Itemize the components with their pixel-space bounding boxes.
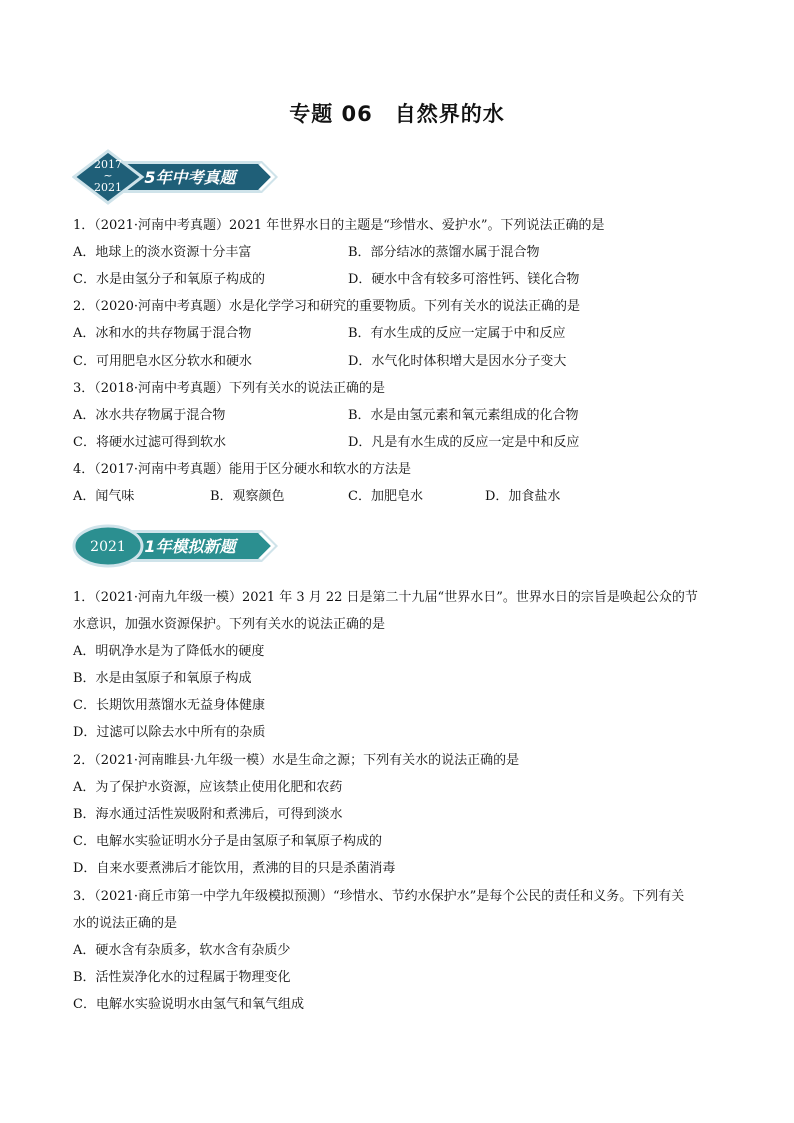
option-d: D．水气化时体积增大是因水分子变大 bbox=[348, 354, 567, 369]
question-stem: 1．（2021·河南中考真题）2021 年世界水日的主题是“珍惜水、爱护水”。下列说法正确的是 bbox=[73, 218, 605, 233]
option-c: C．电解水实验说明水由氢气和氧气组成 bbox=[73, 997, 304, 1012]
option-b: B．海水通过活性炭吸附和煮沸后，可得到淡水 bbox=[73, 807, 343, 822]
option-c: C．加肥皂水 bbox=[348, 489, 423, 504]
option-c: C．水是由氢分子和氧原子构成的 bbox=[73, 272, 265, 287]
option-b: B．观察颜色 bbox=[210, 489, 285, 504]
option-a: A．为了保护水资源，应该禁止使用化肥和农药 bbox=[73, 780, 343, 795]
option-b: B．有水生成的反应一定属于中和反应 bbox=[348, 326, 566, 341]
option-d: D．硬水中含有较多可溶性钙、镁化合物 bbox=[348, 272, 580, 287]
option-b: B．活性炭净化水的过程属于物理变化 bbox=[73, 970, 291, 985]
option-c: C．长期饮用蒸馏水无益身体健康 bbox=[73, 698, 265, 713]
option-d: D．加食盐水 bbox=[485, 489, 561, 504]
question-stem: 4．（2017·河南中考真题）能用于区分硬水和软水的方法是 bbox=[73, 462, 411, 477]
section-label: 1年模拟新题 bbox=[144, 537, 236, 556]
option-c: C．将硬水过滤可得到软水 bbox=[73, 435, 226, 450]
question-stem-line: 水意识，加强水资源保护。下列有关水的说法正确的是 bbox=[73, 617, 386, 632]
option-d: D．自来水要煮沸后才能饮用，煮沸的目的只是杀菌消毒 bbox=[73, 861, 396, 876]
page-title: 专题 06 自然界的水 bbox=[289, 102, 505, 126]
banner-graphic bbox=[72, 518, 282, 574]
question-stem: 2．（2021·河南睢县·九年级一模）水是生命之源；下列有关水的说法正确的是 bbox=[73, 753, 520, 768]
question-stem: 2．（2020·河南中考真题）水是化学学习和研究的重要物质。下列有关水的说法正确的是 bbox=[73, 299, 580, 314]
question-stem: 3．（2018·河南中考真题）下列有关水的说法正确的是 bbox=[73, 381, 385, 396]
question-stem-line: 1．（2021·河南九年级一模）2021 年 3 月 22 日是第二十九届“世界水日”。世界水日的宗旨是唤起公众的节 bbox=[73, 590, 698, 605]
section-banner-mock bbox=[72, 518, 282, 574]
option-c: C．电解水实验证明水分子是由氢原子和氧原子构成的 bbox=[73, 834, 382, 849]
badge-year-start: 2017 bbox=[94, 158, 122, 171]
option-a: A．冰和水的共存物属于混合物 bbox=[73, 326, 252, 341]
option-d: D．凡是有水生成的反应一定是中和反应 bbox=[348, 435, 580, 450]
option-a: A．明矾净水是为了降低水的硬度 bbox=[73, 644, 265, 659]
option-b: B．水是由氢原子和氧原子构成 bbox=[73, 671, 252, 686]
option-d: D．过滤可以除去水中所有的杂质 bbox=[73, 725, 266, 740]
option-a: A．硬水含有杂质多，软水含有杂质少 bbox=[73, 943, 291, 958]
option-a: A．地球上的淡水资源十分丰富 bbox=[73, 245, 252, 260]
badge-tilde: ~ bbox=[103, 169, 113, 182]
option-a: A．闻气味 bbox=[73, 489, 135, 504]
option-b: B．部分结冰的蒸馏水属于混合物 bbox=[348, 245, 540, 260]
section-banner-exam bbox=[72, 149, 282, 205]
section-label: 5年中考真题 bbox=[144, 168, 236, 187]
badge-year-end: 2021 bbox=[94, 181, 122, 194]
option-a: A．冰水共存物属于混合物 bbox=[73, 408, 226, 423]
question-stem-line: 水的说法正确的是 bbox=[73, 916, 178, 931]
option-c: C．可用肥皂水区分软水和硬水 bbox=[73, 354, 252, 369]
question-stem-line: 3．（2021·商丘市第一中学九年级模拟预测）“珍惜水、节约水保护水”是每个公民的责任和义务。下列有关 bbox=[73, 889, 685, 904]
option-b: B．水是由氢元素和氧元素组成的化合物 bbox=[348, 408, 579, 423]
badge-year: 2021 bbox=[90, 539, 126, 555]
banner-graphic bbox=[72, 149, 282, 205]
